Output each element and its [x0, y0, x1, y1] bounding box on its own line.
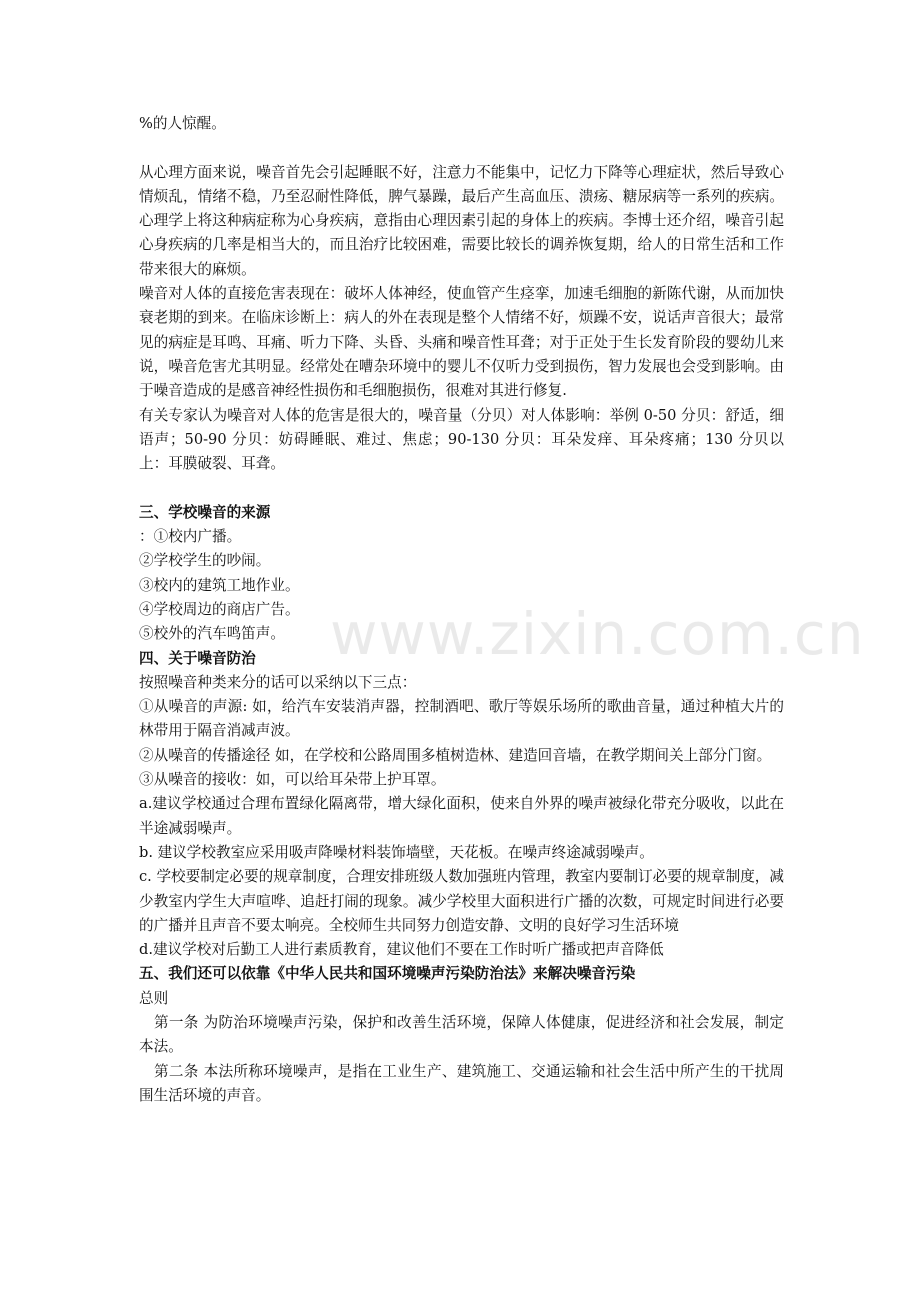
blank-line — [139, 136, 784, 160]
law-article: 第一条 为防治环境噪声污染，保护和改善生活环境，保障人体健康，促进经济和社会发展，制定本法。 — [139, 1013, 784, 1056]
list-item: ②学校学生的吵闹。 — [139, 552, 271, 570]
list-item: ③校内的建筑工地作业。 — [139, 576, 300, 594]
suggestion-item: a.建议学校通过合理布置绿化隔离带，增大绿化面积，使来自外界的噪声被绿化带充分吸收，以此在半途减弱噪声。 — [139, 795, 784, 837]
paragraph-psychological-effects: 从心理方面来说，噪音首先会引起睡眠不好，注意力不能集中，记忆力下降等心理症状，然后导致心情烦乱，情绪不稳，乃至忍耐性降低，脾气暴躁，最后产生高血压、溃疡、糖尿病等一系列的疾病。心理学上将这种病症称为心身疾病，意指由心理因素引起的身体上的疾病。李博士还介绍，噪音引起心身疾病的几率是相当大的，而且治疗比较困难，需要比较长的调养恢复期，给人的日常生活和工作带来很大的麻烦。 — [139, 163, 784, 278]
list-item: ⑤校外的汽车鸣笛声。 — [139, 625, 285, 643]
section-heading-noise-sources: 三、学校噪音的来源 — [139, 503, 271, 521]
suggestion-item: d.建议学校对后勤工人进行素质教育，建议他们不要在工作时听广播或把声音降低 — [139, 941, 664, 959]
paragraph-continuation: %的人惊醒。 — [139, 115, 226, 132]
watermark: www.zixin.com.cn — [330, 600, 865, 668]
list-item: ：①校内广播。 — [139, 528, 242, 546]
prevention-point: ③从噪音的接收：如，可以给耳朵带上护耳罩。 — [139, 771, 446, 789]
document-body — [139, 112, 784, 1108]
prevention-point: ②从噪音的传播途径 如，在学校和公路周围多植树造林、建造回音墙，在教学期间关上部分门窗。 — [139, 746, 772, 764]
paragraph-prevention-intro: 按照噪音种类来分的话可以采纳以下三点： — [139, 673, 417, 691]
suggestion-item: c. 学校要制定必要的规章制度，合理安排班级人数加强班内管理，教室内要制订必要的规章制度，减少教室内学生大声喧哗、追赶打闹的现象。减少学校里大面积进行广播的次数，可规定时间进行必要的广播并且声音不要太响亮。全校师生共同努力创造安静、文明的良好学习生活环境 — [139, 868, 784, 934]
paragraph-decibel-levels: 有关专家认为噪音对人体的危害是很大的，噪音量（分贝）对人体影响：举例 0-50 分贝：舒适，细语声；50-90 分贝：妨碍睡眠、难过、焦虑；90-130 分贝：耳朵发痒、耳朵疼痛；130 分贝以上：耳膜破裂、耳聋。 — [139, 406, 784, 473]
list-item: ④学校周边的商店广告。 — [139, 600, 300, 618]
blank-line — [139, 476, 784, 500]
prevention-point: ①从噪音的声源: 如，给汽车安装消声器，控制酒吧、歌厅等娱乐场所的歌曲音量，通过种植大片的林带用于隔音消减声波。 — [139, 698, 784, 740]
paragraph-direct-harm: 噪音对人体的直接危害表现在：破坏人体神经，使血管产生痉挛，加速毛细胞的新陈代谢，从而加快衰老期的到来。在临床诊断上：病人的外在表现是整个人情绪不好，烦躁不安，说话声音很大；最常见的病症是耳鸣、耳痛、听力下降、头昏、头痛和噪音性耳聋；对于正处于生长发育阶段的婴幼儿来说，噪音危害尤其明显。经常处在嘈杂环境中的婴儿不仅听力受到损伤，智力发展也会受到影响。由于噪音造成的是感音神经性损伤和毛细胞损伤，很难对其进行修复. — [139, 285, 784, 400]
section-heading-noise-prevention: 四、关于噪音防治 — [139, 649, 256, 667]
subheading-general-provisions: 总则 — [139, 989, 169, 1007]
suggestion-item: b. 建议学校教室应采用吸声降噪材料装饰墙壁，天花板。在噪声终途减弱噪声。 — [139, 843, 654, 861]
law-article: 第二条 本法所称环境噪声，是指在工业生产、建筑施工、交通运输和社会生活中所产生的干扰周围生活环境的声音。 — [139, 1062, 784, 1104]
section-heading-noise-law: 五、我们还可以依靠《中华人民共和国环境噪声污染防治法》来解决噪音污染 — [139, 965, 636, 983]
